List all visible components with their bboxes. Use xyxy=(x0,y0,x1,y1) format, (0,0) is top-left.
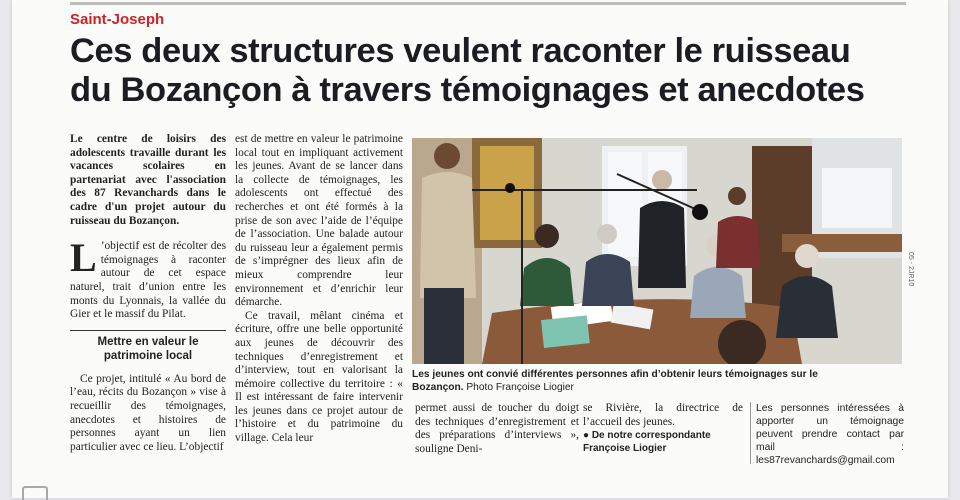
paragraph-6: se Rivière, la directrice de l’accueil des jeunes. xyxy=(583,402,743,428)
byline-name: Françoise Liogier xyxy=(583,443,667,455)
article-column-1 xyxy=(70,133,226,454)
caption-text: Les jeunes ont convié différentes personnes afin d’obtenir leurs témoignages sur le Bozançon. xyxy=(412,369,818,393)
article-photo xyxy=(412,138,902,364)
caption-credit: Photo Françoise Liogier xyxy=(466,382,574,393)
headline-line-1: Ces deux structures veulent raconter le ruisseau xyxy=(70,32,851,70)
top-rule xyxy=(70,2,906,5)
photo-illustration xyxy=(412,138,902,364)
info-box xyxy=(756,402,904,467)
paragraph-1 xyxy=(70,235,226,322)
article-chapo: Le centre de loisirs des adolescents travaille durant les vacances scolaires en partenariat avec l'association des 87 Revanchards dans le cadre d'un projet autour du ruisseau du Bozançon. xyxy=(70,133,226,227)
newspaper-page xyxy=(12,0,948,498)
photo-caption xyxy=(412,368,852,394)
headline xyxy=(70,32,910,110)
column-divider xyxy=(750,402,751,464)
byline-label: ● De notre correspondante xyxy=(583,430,711,442)
paragraph-3: est de mettre en valeur le patrimoine local tout en impliquant activement les jeunes. Avant de se lancer dans la collecte de témoignages, les adolescents ont effectué des recherches et ont été formés à la prise de son avec l’aide de l’équipe de l’association. Une balade autour du ruisseau leur a également permis de s’imprégner des lieux afin de mieux comprendre leur environnement et d’enrichir leur démarche. xyxy=(235,133,403,309)
paragraph-1-text: ’objectif est de récolter des témoignages à raconter autour de cet espace naturel, trait d’union entre les monts du Lyonnais, la vallée du Gier et le massif du Pilat. xyxy=(70,240,226,321)
info-text: Les personnes intéressées à apporter un témoignage peuvent prendre contact par mail : les87revanchards@gmail.com xyxy=(756,403,904,466)
drop-cap: L xyxy=(70,235,97,281)
page-side-code: 05 - 2JR10 xyxy=(907,252,914,287)
paragraph-4: Ce travail, mêlant cinéma et écriture, offre une belle opportunité aux jeunes de découvrir des techniques d’enregistrement et d’interview, tout en valorisant la mémoire collective du territoire : « Il est intéressant de faire intervenir les jeunes dans ce projet autour de l’histoire et du patrimoine du village. Cela leur xyxy=(235,309,403,445)
article-column-2 xyxy=(235,133,403,446)
paragraph-2: Ce projet, intitulé « Au bord de l’eau, récits du Bozançon » vise à recueillir des témoignages, anecdotes et histoires de personnes ayant un lien particulier avec ce lieu. L’objectif xyxy=(70,372,226,453)
article-column-3 xyxy=(415,402,579,456)
paragraph-5: permet aussi de toucher du doigt des techniques d’enregistrement et des préparations d’interviews », souligne Deni- xyxy=(415,402,579,455)
intertitle: Mettre en valeur le patrimoine local xyxy=(70,330,226,363)
section-rubric: Saint-Joseph xyxy=(70,11,165,28)
headline-line-2: du Bozançon à travers témoignages et anecdotes xyxy=(70,71,865,109)
article-column-4 xyxy=(583,402,743,455)
